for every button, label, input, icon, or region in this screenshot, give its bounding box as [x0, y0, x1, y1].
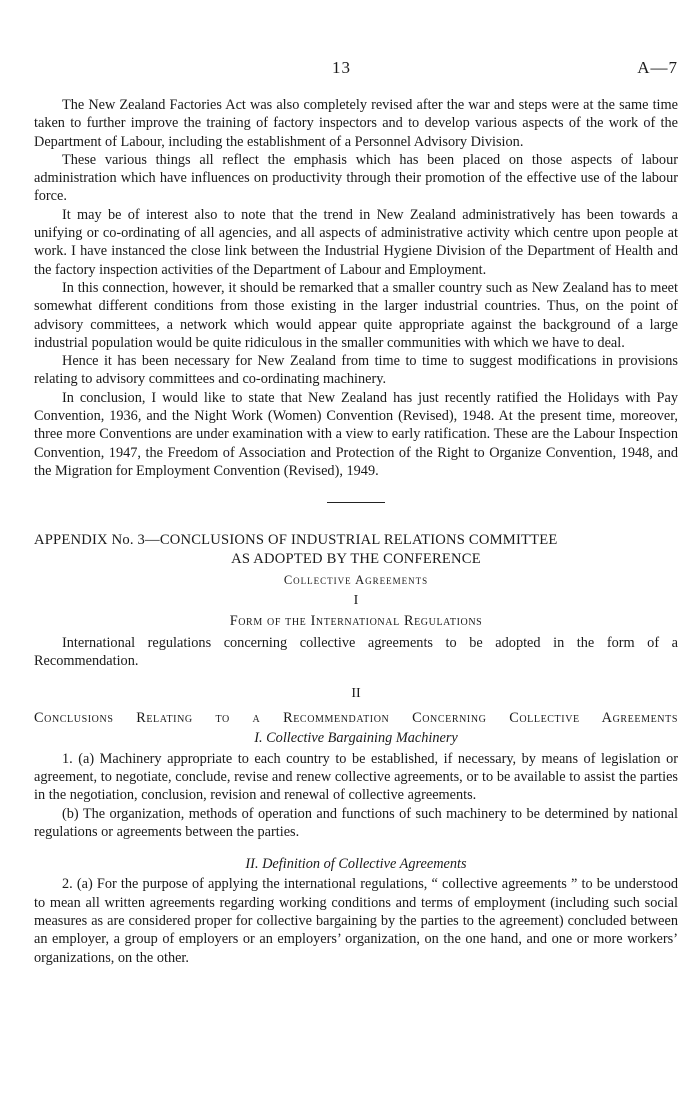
part-numeral: I — [353, 592, 359, 608]
paragraph: 2. (a) For the purpose of applying the international regulations, “ collective agreements ” to be understood to mean all written agreements regarding working conditions and terms of employment (including such social measures as are considered proper for collective bargaining by the parties to the agreement) concluded between an employer, a group of employers or an employers’ organization, on the one hand, and one or more workers’ organizations, on the other. — [34, 876, 678, 966]
page-body — [34, 96, 678, 967]
paragraph: It may be of interest also to note that the trend in New Zealand administratively has been towards a unifying or co-ordinating of all agencies, and all aspects of administrative activity which centre upon people at work. I have instanced the close link between the Industrial Hygiene Division of the Department of Health and the factory inspection activities of the Department of Labour and Employment. — [34, 206, 678, 278]
subsection-title: II. Definition of Collective Agreements — [245, 856, 467, 873]
document-reference: A—7 — [637, 58, 678, 77]
part-numeral: II — [351, 685, 361, 701]
section-label: Collective Agreements — [283, 573, 429, 588]
part-heading: Conclusions Relating to a Recommendation Concerning Collective Agreements — [34, 710, 678, 727]
appendix-title-line1: APPENDIX No. 3—CONCLUSIONS OF INDUSTRIAL RELATIONS COMMITTEE — [34, 532, 558, 549]
section-divider — [327, 502, 385, 503]
part-heading: Form of the International Regulations — [229, 612, 483, 629]
page-number: 13 — [332, 58, 351, 77]
appendix-title-line2: AS ADOPTED BY THE CONFERENCE — [231, 551, 481, 568]
paragraph: 1. (a) Machinery appropriate to each country to be established, if necessary, by means of legislation or agreement, to negotiate, conclude, revise and renew collective agreements, or to be available to assist the parties in the negotiation, conclusion, revision and renewal of collective agreements. — [34, 750, 678, 804]
paragraph: The New Zealand Factories Act was also completely revised after the war and steps were at the same time taken to further improve the training of factory inspectors and to develop various aspects of the work of the Department of Labour, including the establishment of a Personnel Advisory Division. — [34, 97, 678, 150]
paragraph: In conclusion, I would like to state that New Zealand has just recently ratified the Holidays with Pay Convention, 1936, and the Night Work (Women) Convention (Revised), 1948. At the present time, moreover, three more Conventions are under examination with a view to early ratification. These are the Labour Inspection Convention, 1947, the Freedom of Association and Protection of the Right to Organize Convention, 1948, and the Migration for Employment Convention (Revised), 1949. — [34, 389, 678, 479]
paragraph: Hence it has been necessary for New Zealand from time to time to suggest modifications in provisions relating to advisory committees and co-ordinating machinery. — [34, 353, 678, 388]
paragraph: These various things all reflect the emphasis which has been placed on those aspects of labour administration which have influences on productivity through their promotion of the effective use of the labour force. — [34, 151, 678, 205]
paragraph: International regulations concerning collective agreements to be adopted in the form of a Recommendation. — [34, 635, 678, 670]
paragraph: (b) The organization, methods of operation and functions of such machinery to be determined by national regulations or agreements between the parties. — [34, 805, 678, 840]
paragraph: In this connection, however, it should be remarked that a smaller country such as New Zealand has to meet somewhat different conditions from those existing in the larger industrial countries. Thus, on the point of advisory committees, a network which would appear quite appropriate against the background of a large industrial population would be quite ridiculous in the smaller communities with which we have to deal. — [34, 279, 678, 351]
subsection-title: I. Collective Bargaining Machinery — [254, 730, 458, 747]
appendix-title — [34, 531, 678, 569]
